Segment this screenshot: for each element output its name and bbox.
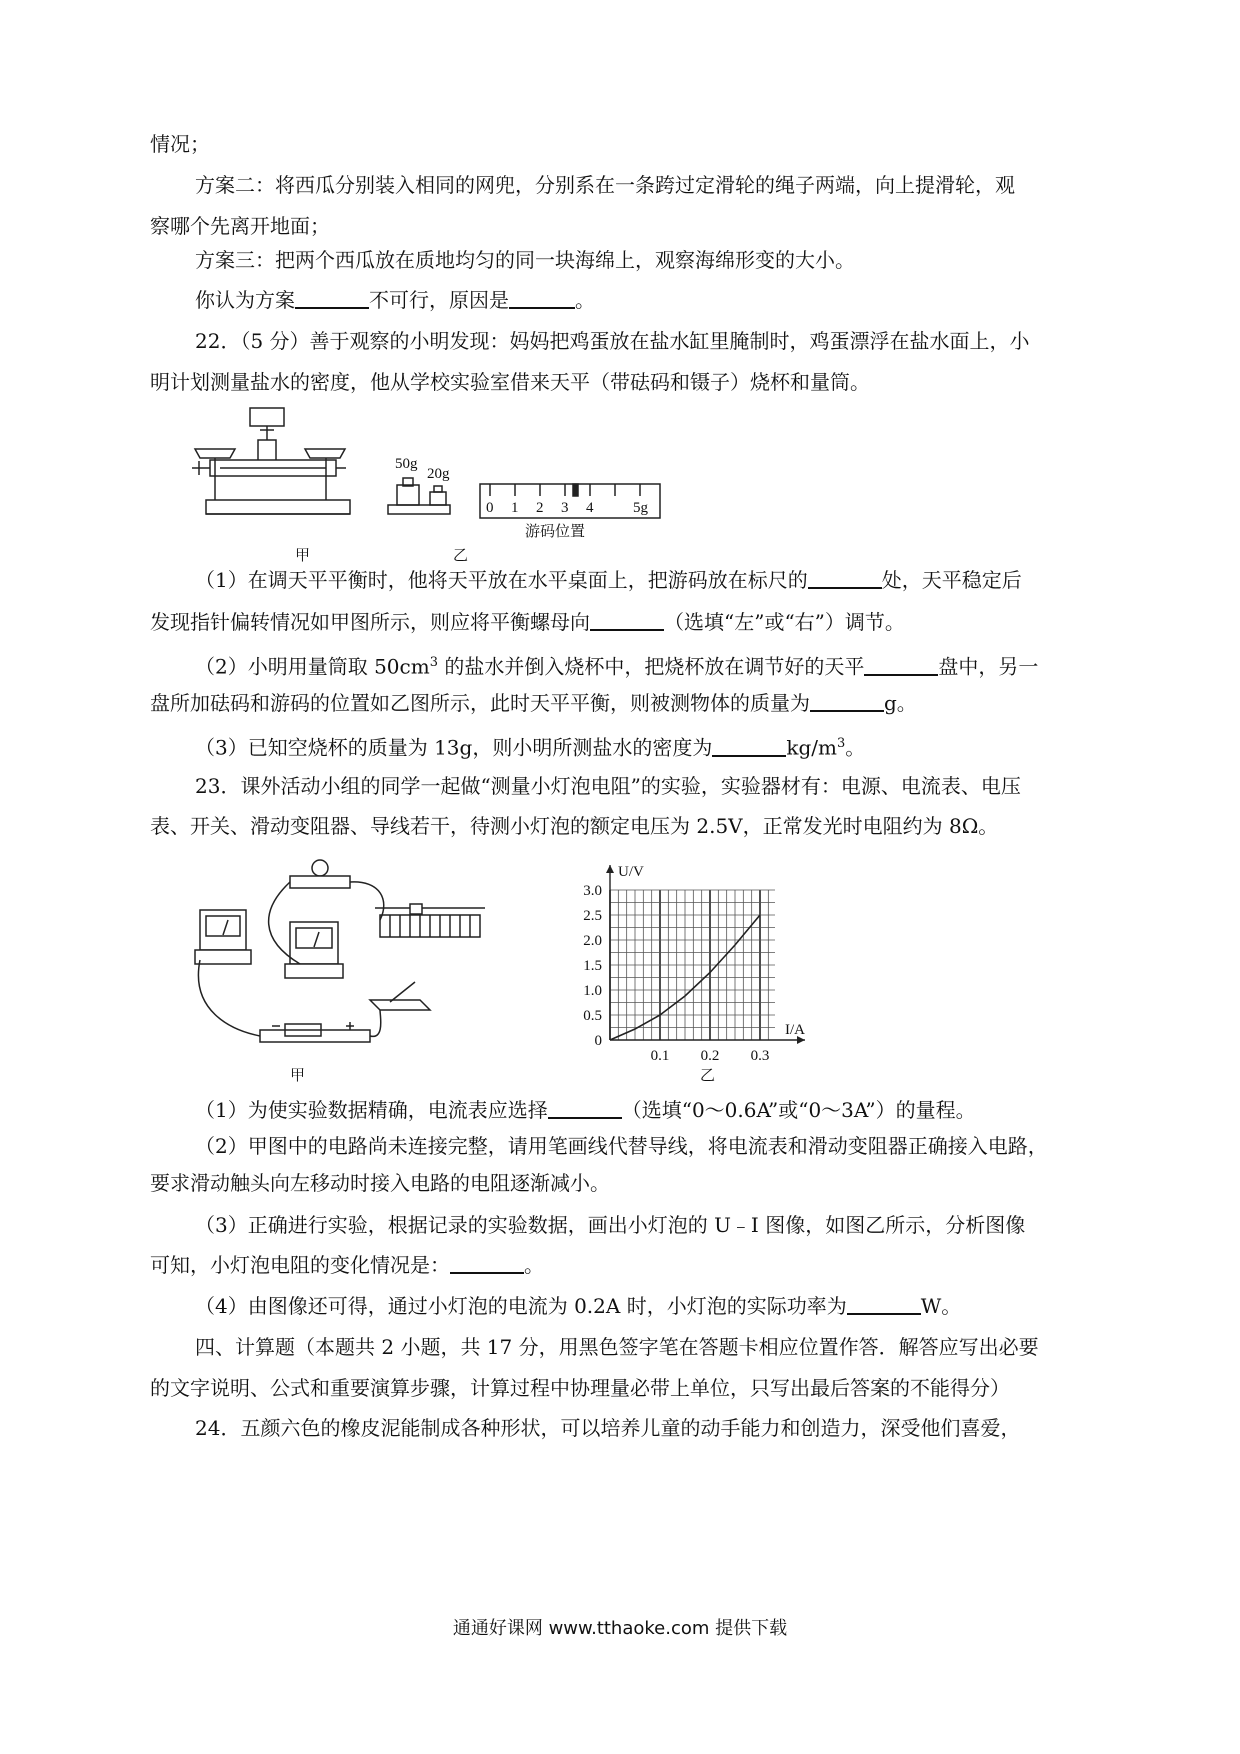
answer-blank[interactable] [295,287,369,309]
question-23-part-1: （1）为使实验数据精确，电流表应选择 （选填“0～0.6A”或“0～3A”）的量程。 [195,1098,976,1122]
ui-chart [560,850,850,1110]
y-tick-label: 2.5 [583,908,602,924]
question-23-part-4: （4）由图像还可得，通过小灯泡的电流为 0.2A 时，小灯泡的实际功率为 W。 [195,1294,962,1318]
question-23-stem: 表、开关、滑动变阻器、导线若干，待测小灯泡的额定电压为 2.5V，正常发光时电阻约为 8Ω。 [150,814,999,838]
weights-icon [388,478,450,514]
paragraph-line: 方案三：把两个西瓜放在质地均匀的同一块海绵上，观察海绵形变的大小。 [195,248,855,272]
question-24-stem: 24．五颜六色的橡皮泥能制成各种形状，可以培养儿童的动手能力和创造力，深受他们喜爱， [195,1416,1021,1440]
balance-icon [192,408,350,514]
answer-blank[interactable] [450,1252,524,1274]
figure-label-yi: 乙 [700,1068,716,1084]
answer-blank[interactable] [810,690,884,712]
answer-blank[interactable] [509,287,575,309]
answer-blank[interactable] [712,735,786,757]
question-22-part-1: 发现指针偏转情况如甲图所示，则应将平衡螺母向 （选填“左”或“右”）调节。 [150,610,905,634]
x-tick-label: 0.2 [700,1048,720,1064]
lamp-icon [290,860,350,888]
answer-blank[interactable] [864,654,938,676]
question-23-part-3: 可知，小灯泡电阻的变化情况是： 。 [150,1253,544,1277]
question-22-part-1: （1）在调天平平衡时，他将天平放在水平桌面上，把游码放在标尺的 处，天平稳定后 [195,568,1022,592]
y-axis-label: U/V [618,864,644,880]
switch-icon [370,982,430,1010]
question-22-part-3: （3）已知空烧杯的质量为 13g，则小明所测盐水的密度为 $kg/m^3$。 [195,735,866,760]
paragraph-line: 情况； [150,132,210,156]
y-tick-label: 1.0 [583,983,602,999]
circuit-figure [190,850,570,1110]
question-23-part-2: 要求滑动触头向左移动时接入电路的电阻逐渐减小。 [150,1171,610,1195]
voltmeter-icon [285,922,343,978]
question-23-part-2: （2）甲图中的电路尚未连接完整，请用笔画线代替导线，将电流表和滑动变阻器正确接入电路， [195,1134,1048,1158]
balance-figure [190,400,750,570]
answer-blank[interactable] [548,1097,622,1119]
x-tick-label: 0.3 [750,1048,770,1064]
question-23-part-3: （3）正确进行实验，根据记录的实验数据，画出小灯泡的 U﹣I 图像，如图乙所示，分析图像 [195,1213,1026,1237]
y-axis-arrow [606,865,614,873]
y-tick-label: 3.0 [583,883,602,899]
paragraph-line: 察哪个先离开地面； [150,214,330,238]
question-22-stem: 22．（5 分）善于观察的小明发现：妈妈把鸡蛋放在盐水缸里腌制时，鸡蛋漂浮在盐水面上，小 [195,329,1030,353]
answer-blank[interactable] [847,1293,921,1315]
figure-label-yi: 乙 [453,548,469,564]
ammeter-icon [195,910,251,964]
answer-blank[interactable] [808,567,882,589]
scale-tick-label: 2 [536,500,544,516]
chart-axes [606,865,805,1044]
question-22-part-2: （2）小明用量筒取 $50cm^3$ 的盐水并倒入烧杯中，把烧杯放在调节好的天平 盘中，另一 [195,654,1039,679]
question-23-stem: 23．课外活动小组的同学一起做“测量小灯泡电阻”的实验，实验器材有：电源、电流表、电压 [195,774,1021,798]
rheostat-icon [375,904,485,937]
scale-tick-label: 3 [561,500,569,516]
figure-label-jia: 甲 [290,1068,306,1084]
scale-tick-label: 5g [633,500,648,516]
page-footer: 通通好课网 www.tthaoke.com 提供下载 [452,1618,788,1639]
battery-icon [260,1022,370,1042]
scale-tick-label: 1 [511,500,519,516]
section-4-heading: 四、计算题（本题共 2 小题，共 17 分，用黑色签字笔在答题卡相应位置作答．解答应写出必要 [195,1335,1039,1359]
y-tick-label: 2.0 [583,933,602,949]
question-22-part-2: 盘所加砝码和游码的位置如乙图所示，此时天平平衡，则被测物体的质量为 g。 [150,691,917,715]
scale-tick-label: 0 [486,500,494,516]
x-axis-label: I/A [785,1022,805,1038]
answer-blank[interactable] [590,609,664,631]
figure-label-jia: 甲 [295,548,311,564]
question-22-stem: 明计划测量盐水的密度，他从学校实验室借来天平（带砝码和镊子）烧杯和量筒。 [150,370,870,394]
section-4-heading: 的文字说明、公式和重要演算步骤，计算过程中协理量必带上单位，只写出最后答案的不能得分） [150,1376,1010,1400]
x-tick-label: 0.1 [650,1048,670,1064]
y-tick-label: 1.5 [583,958,602,974]
paragraph-line: 方案二：将西瓜分别装入相同的网兜，分别系在一条跨过定滑轮的绳子两端，向上提滑轮，观 [195,173,1015,197]
weight-50g-label: 50g [395,456,418,472]
rider-scale-title: 游码位置 [525,524,586,540]
chart-grid [610,890,775,1040]
weight-20g-label: 20g [427,466,450,482]
scale-tick-label: 4 [586,500,594,516]
y-tick-label: 0 [594,1033,602,1049]
paragraph-line: 你认为方案 不可行，原因是 。 [195,288,595,312]
y-tick-label: 0.5 [583,1008,602,1024]
